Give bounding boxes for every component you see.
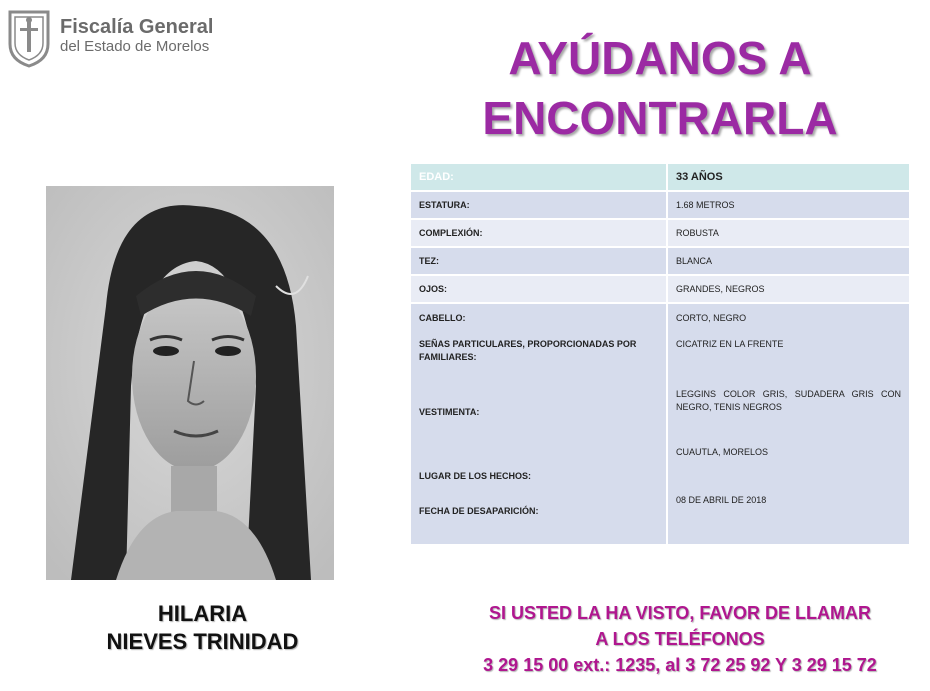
headline-line1: AYÚDANOS A [508,32,812,84]
vestimenta-label: VESTIMENTA: [419,407,480,417]
row-details-block [411,304,909,544]
senas-label: SEÑAS PARTICULARES, PROPORCIONADAS POR FAMILIARES: [419,339,637,362]
fecha-value: 08 DE ABRIL DE 2018 [676,495,767,505]
lugar-value: CUAUTLA, MORELOS [676,447,769,457]
details-values-column [668,304,909,544]
vestimenta-value: LEGGINS COLOR GRIS, SUDADERA GRIS CON NEGRO, TENIS NEGROS [676,389,901,412]
ojos-label: OJOS: [411,276,668,302]
row-complexion [411,220,909,246]
headline [440,28,880,148]
callout-line2: A LOS TELÉFONOS [595,629,765,649]
callout-phones: 3 29 15 00 ext.: 1235, al 3 72 25 92 Y 3 29 15 72 [483,655,877,675]
details-labels-column [411,304,668,544]
row-tez [411,248,909,274]
estatura-label: ESTATURA: [411,192,668,218]
ojos-value: GRANDES, NEGROS [676,284,765,294]
fiscalia-logo-icon [4,8,54,68]
row-estatura [411,192,909,218]
row-edad [411,164,909,190]
tez-value: BLANCA [676,256,713,266]
complexion-label: COMPLEXIÓN: [411,220,668,246]
cabello-label: CABELLO: [419,313,466,323]
edad-label: EDAD: [411,164,668,190]
person-last-names: NIEVES TRINIDAD [106,629,299,654]
details-table [411,164,909,544]
person-first-name: HILARIA [157,601,248,626]
estatura-value: 1.68 METROS [676,200,735,210]
edad-value: 33 AÑOS [676,171,723,183]
complexion-value: ROBUSTA [676,228,719,238]
callout-line1: SI USTED LA HA VISTO, FAVOR DE LLAMAR [488,603,872,623]
organization-name [60,16,213,56]
missing-person-photo [46,186,334,580]
senas-value: CICATRIZ EN LA FRENTE [676,339,784,349]
org-subtitle: del Estado de Morelos [60,38,210,55]
person-name [60,600,345,656]
fecha-label: FECHA DE DESAPARICIÓN: [419,506,539,516]
row-ojos [411,276,909,302]
lugar-label: LUGAR DE LOS HECHOS: [419,471,532,481]
headline-line2: ENCONTRARLA [482,92,838,144]
contact-callout [430,600,930,678]
org-title: Fiscalía General [60,16,214,38]
cabello-value: CORTO, NEGRO [676,313,747,323]
tez-label: TEZ: [411,248,668,274]
